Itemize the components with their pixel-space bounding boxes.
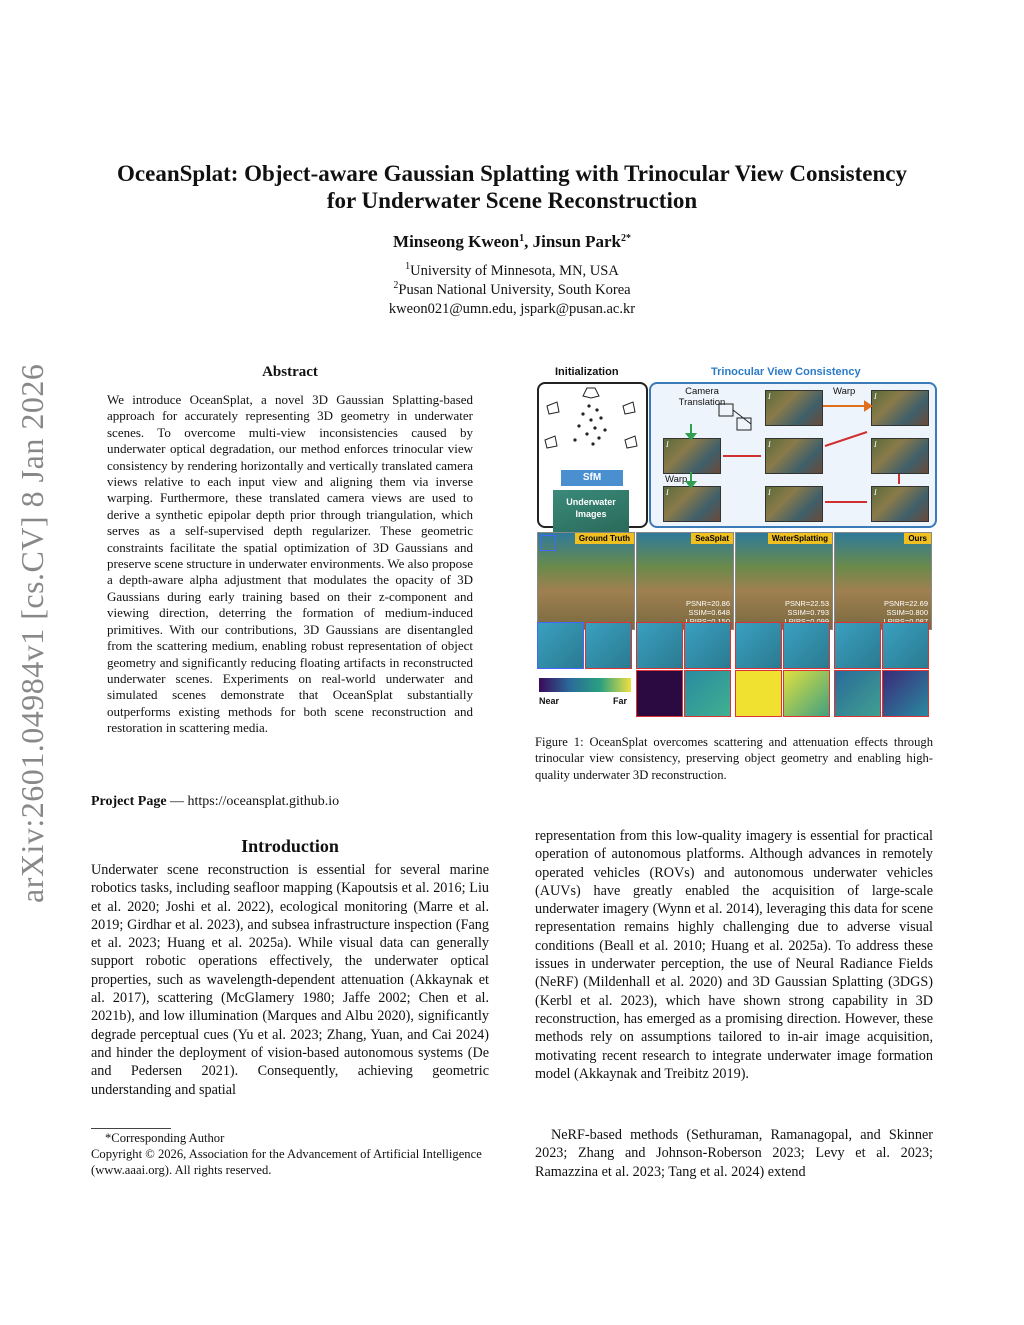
title-line-1: OceanSplat: Object-aware Gaussian Splatting with Trinocular View Consistency (117, 161, 907, 186)
view-thumb-bot-3: I (871, 486, 929, 522)
camera-translation-label: Camera Translation (678, 386, 726, 408)
affil-1: University of Minnesota, MN, USA (410, 263, 619, 279)
copyright: Copyright © 2026, Association for the Advancement of Artificial Intelligence (www.aaai.org). All rights reserved. (91, 1147, 482, 1177)
author-1-sup: 1 (519, 233, 525, 244)
metrics-seasplat: PSNR=20.86 SSIM=0.648 (686, 599, 730, 617)
zoom-8 (882, 622, 929, 669)
intro-paragraph-1: Underwater scene reconstruction is essential for several marine robotics tasks, including seafloor mapping (Kapoutsis et al. 2016; Liu et al. 2020; Joshi et al. 2022), ecological monitoring (Marre et al. 2019; Girdhar et al. 2023), and subsea infrastructure inspection (Fang et al. 2023; Huang et al. 2025a). While visual data can generally support robotic operations effectively, the underwater optical properties, such as wavelength-dependent attenuation (Akkaynak et al. 2017), scattering (McGlamery 1980; Jaffe 2002; Chen et al. 2021b), and low illumination (Marques and Albu 2020), significantly degrade perceptual cues (Yu et al. 2023; Zhang, Yuan, and Cai 2024) and hinder the deployment of vision-based autonomous systems (De and Pedersen 2021). Consequently, achieving geometric understanding and spatial (91, 862, 489, 1098)
near-label: Near (539, 696, 560, 706)
zoom-2 (585, 622, 632, 669)
depth-3 (735, 670, 782, 717)
view-thumb-mid-2: I (765, 438, 823, 474)
abstract-text: We introduce OceanSplat, a novel 3D Gaussian Splatting-based approach for accurately representing 3D geometry in underwater scenes. To overcome multi-view inconsistencies caused by underwater optical degradation, our method enforces trinocular view consistency by rendering horizontally and vertically translated camera views relative to each input view and aligning them via inverse warping. Furthermore, these translated camera views are used to derive a synthetic epipolar depth prior through triangulation, which serves as a self-supervised depth regularizer. These geometric constraints facilitate the spatial optimization of 3D Gaussians and preserve scene structure in underwater environments. We also propose a depth-aware alpha adjustment that modulates the opacity of 3D Gaussians during early training based on their z-component and viewing direction, deterring the formation of medium-induced primitives. With our contributions, 3D Gaussians are disentangled from the scattering medium, enabling robust representation of object geometry and significantly reducing floating artifacts in reconstructed underwater scenes. Experiments on real-world underwater and simulated scenes demonstrate that OceanSplat substantially outperforms existing methods for both scene reconstruction and restoration in scattering media. (107, 392, 473, 736)
view-thumb-mid-3: I (871, 438, 929, 474)
affiliations (60, 262, 964, 319)
affil-1-sup: 1 (405, 261, 411, 272)
authors: Minseong Kweon$^1$, Jinsun Park$^{2*}$ (393, 232, 631, 251)
arrows (651, 384, 935, 526)
tvc-box (649, 382, 937, 528)
project-sep: — (166, 794, 188, 809)
depth-6 (882, 670, 929, 717)
panel-ground-truth (537, 532, 635, 630)
emails: kweon021@umn.edu, jspark@pusan.ac.kr (388, 301, 636, 317)
project-label: Project Page (91, 794, 167, 809)
warp-label-2: Warp (665, 474, 688, 485)
zoom-1 (537, 622, 584, 669)
init-box (537, 382, 648, 528)
panel-label-gt: Ground Truth (575, 533, 634, 544)
intro-heading: Introduction (241, 836, 339, 856)
zoom-4 (684, 622, 731, 669)
depth-5 (834, 670, 881, 717)
intro-paragraph-right-1: representation from this low-quality imagery is essential for practical operation of autonomous platforms. Although advances in remotely operated vehicles (ROVs) and autonomous underwater vehicles (AUVs) have greatly enabled the acquisition of large-scale underwater imagery (Wynn et al. 2014), leveraging this data for scene representation remains highly challenging due to adverse visual conditions (Beall et al. 2010; Huang et al. 2025a). To address these issues in underwater perception, the use of Neural Radiance Fields (NeRF) (Mildenhall et al. 2020) and 3D Gaussian Splatting (3DGS) (Kerbl et al. 2023), which have shown strong capability in 3D reconstruction, has emerged as a promising direction. However, these methods rely on assumptions tailored to in-air image acquisition, motivating recent research to integrate underwater image formation model (Akkaynak and Treibitz 2019). (535, 828, 933, 1082)
init-label: Initialization (555, 366, 619, 378)
metrics-ours: PSNR=22.69 SSIM=0.800 (884, 599, 928, 617)
view-thumb-bot-2: I (765, 486, 823, 522)
figure-caption: Figure 1: OceanSplat overcomes scattering and attenuation effects through trinocular view consistency, preserving object geometry and enabling high-quality underwater 3D reconstruction. (535, 735, 933, 782)
view-thumb-bot-1: I (663, 486, 721, 522)
warp-label-1: Warp (833, 386, 856, 397)
zoom-5 (735, 622, 782, 669)
affil-2-sup: 2 (393, 280, 399, 291)
intro-paragraph-right-2: NeRF-based methods (Sethuraman, Ramanagopal, and Skinner 2023; Zhang and Johnson-Roberson 2023; Levy et al. 2023; Ramazzina et al. 2023; Tang et al. 2024) extend (535, 1127, 933, 1180)
camera-points-diagram (539, 384, 642, 464)
depth-4 (783, 670, 830, 717)
figure-1 (535, 366, 935, 716)
corresponding-author: *Corresponding Author (105, 1131, 225, 1145)
project-page (91, 794, 489, 810)
view-thumb-mid-1: I (663, 438, 721, 474)
abstract-heading: Abstract (262, 364, 318, 380)
depth-2 (684, 670, 731, 717)
zoom-3 (636, 622, 683, 669)
panel-ours (834, 532, 932, 630)
view-thumb-top-2: I (871, 390, 929, 426)
author-1: Minseong Kweon (393, 232, 520, 251)
gt-zoom-box (540, 535, 556, 551)
zoom-7 (834, 622, 881, 669)
author-2-sup: 2* (620, 233, 631, 244)
underwater-images-label: Underwater Images (553, 490, 629, 532)
depth-1 (636, 670, 683, 717)
panel-label-ours: Ours (904, 533, 931, 544)
panel-label-seasplat: SeaSplat (691, 533, 733, 544)
project-url[interactable]: https://oceansplat.github.io (187, 794, 340, 809)
title-line-2: for Underwater Scene Reconstruction (326, 188, 698, 213)
metrics-watersplatting: PSNR=22.53 SSIM=0.793 (785, 599, 829, 617)
author-2: Jinsun Park (532, 232, 621, 251)
arxiv-identifier: arXiv:2601.04984v1 [cs.CV] 8 Jan 2026 (14, 363, 50, 903)
sfm-label: SfM (561, 470, 623, 486)
footnote-rule (91, 1128, 171, 1129)
far-label: Far (613, 696, 628, 706)
panel-label-watersplatting: WaterSplatting (768, 533, 832, 544)
affil-2: Pusan National University, South Korea (398, 282, 631, 298)
view-thumb-top-1: I (765, 390, 823, 426)
panel-seasplat (636, 532, 734, 630)
footnote (91, 1130, 489, 1178)
zoom-6 (783, 622, 830, 669)
tvc-label: Trinocular View Consistency (711, 366, 861, 378)
paper-title (60, 160, 964, 214)
depth-colorbar (539, 678, 631, 692)
panel-watersplatting (735, 532, 833, 630)
